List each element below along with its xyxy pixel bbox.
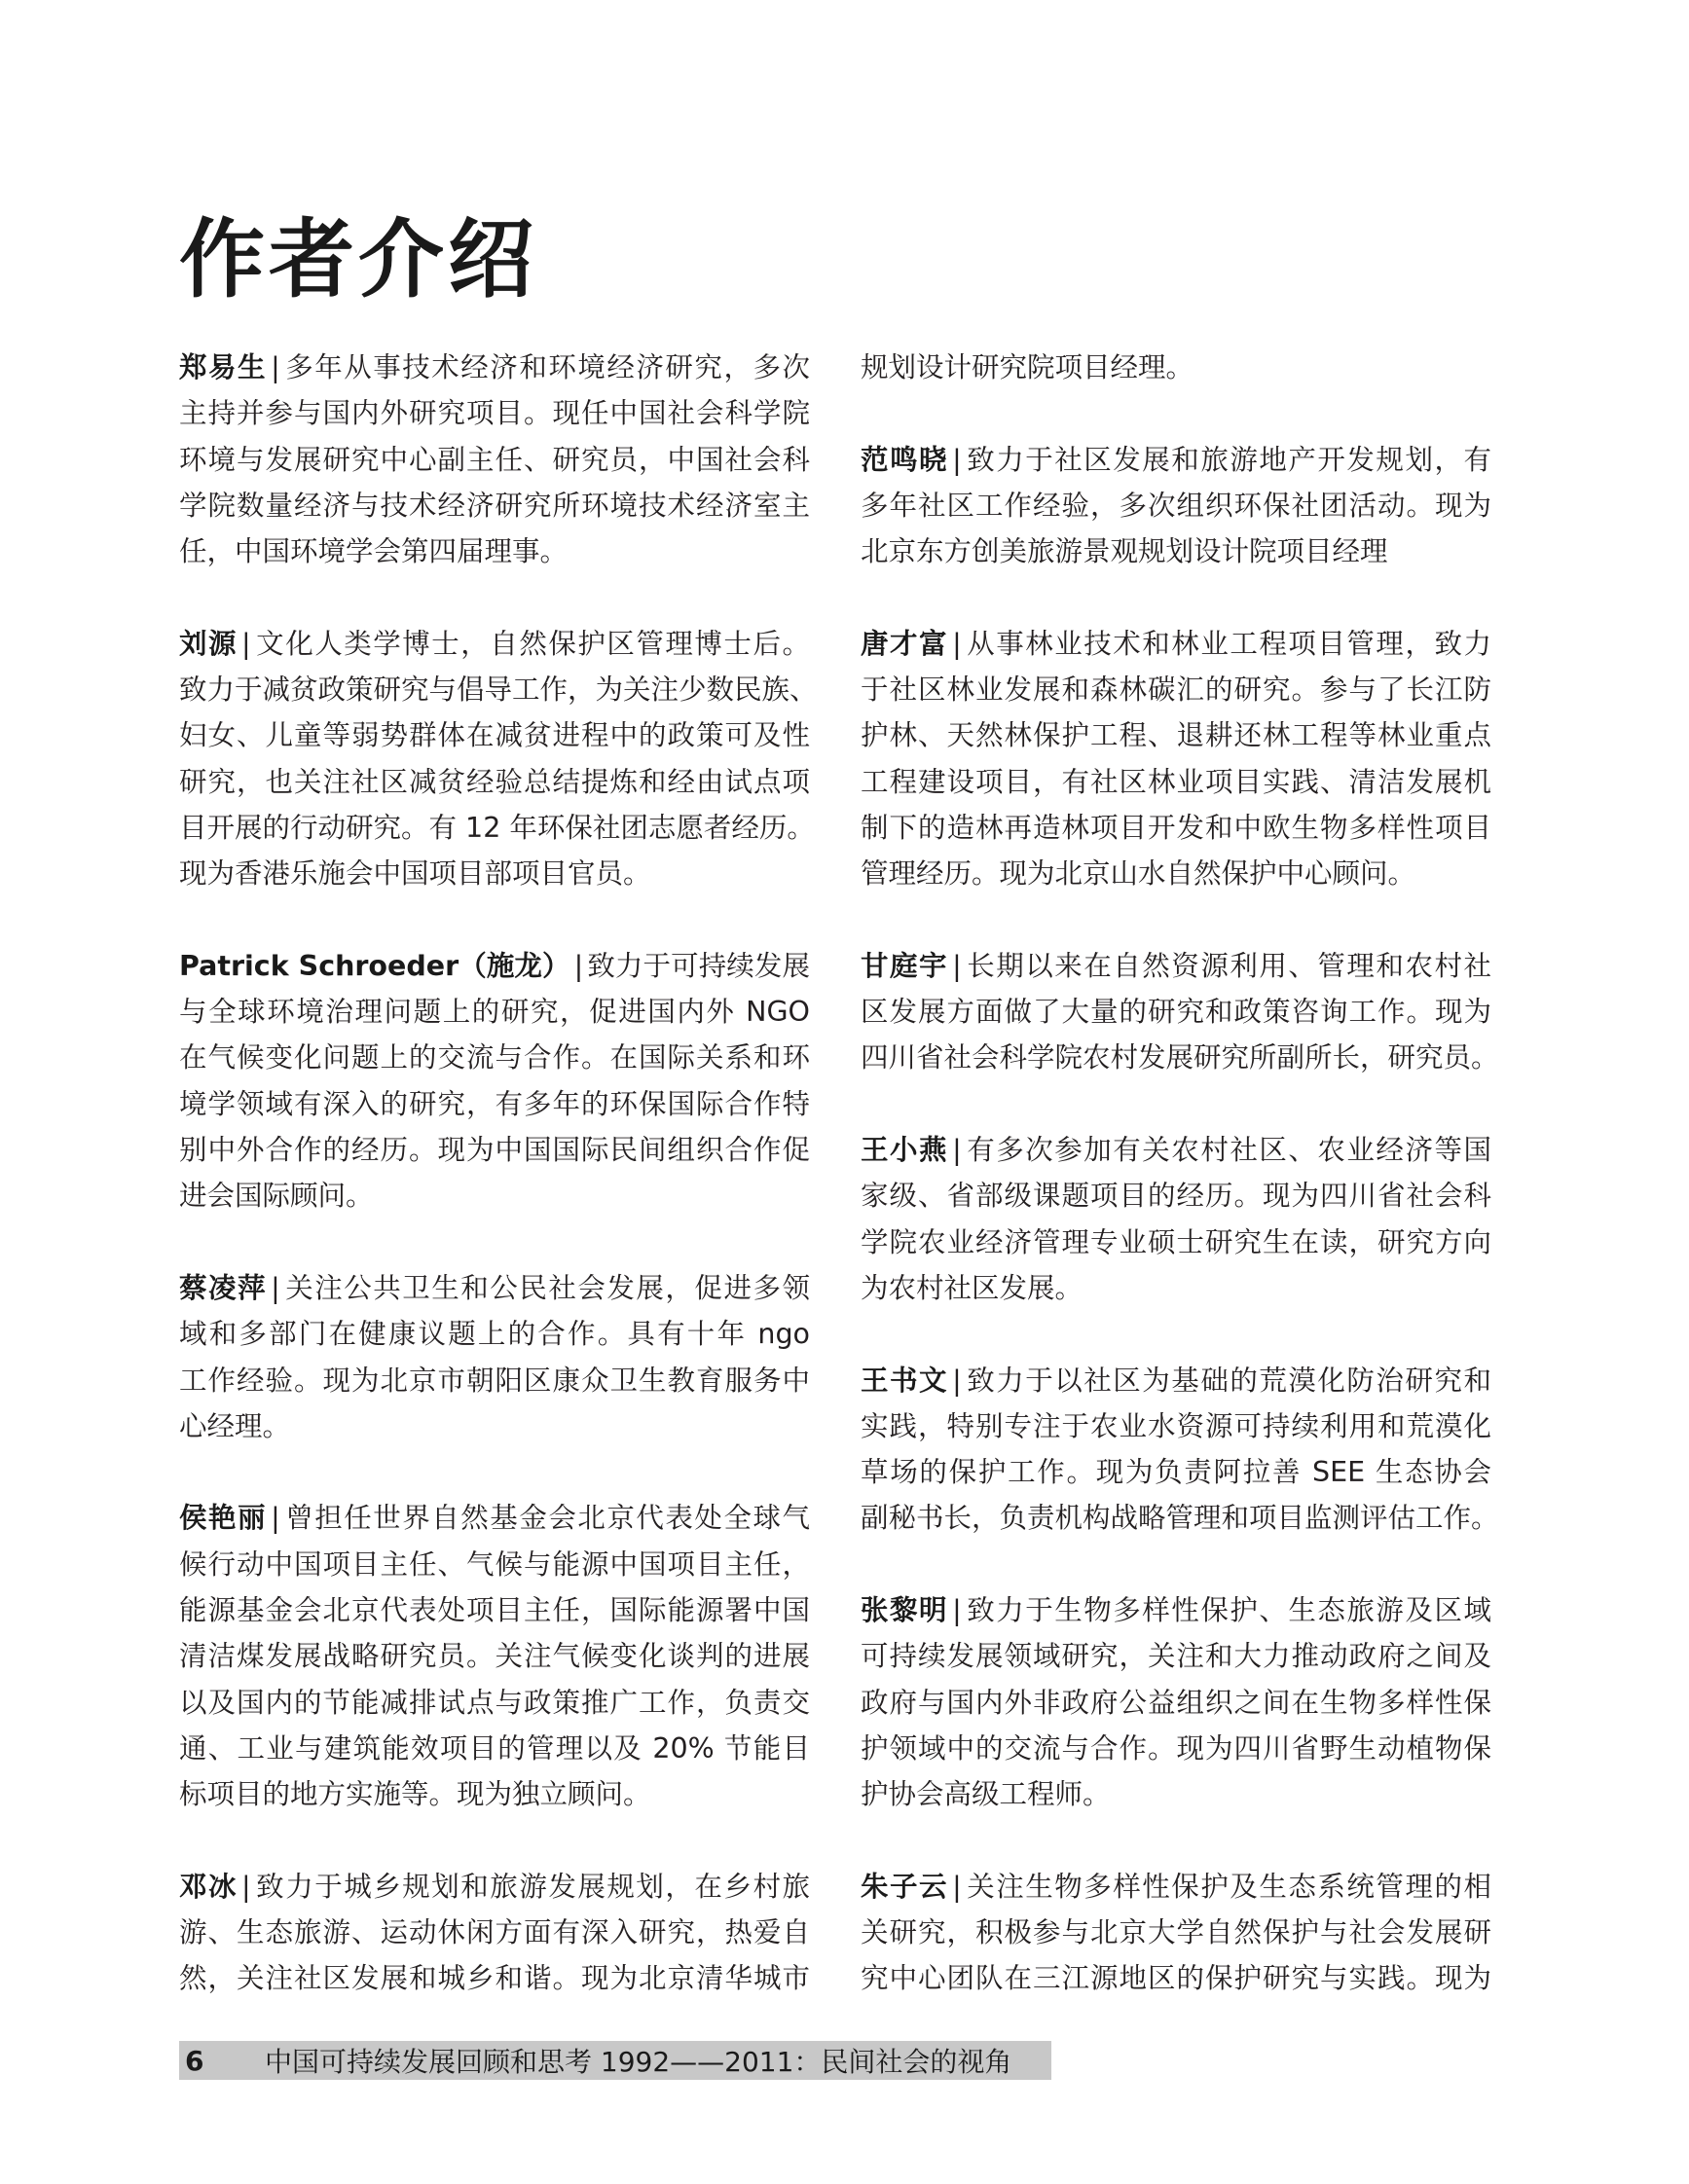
author-name: 张黎明 <box>861 1594 949 1627</box>
bio-text: 然，关注社区发展和城乡和谐。现为北京清华城市 <box>179 1962 810 1995</box>
author-entry <box>179 1864 810 2002</box>
bio-text: 多年社区工作经验，多次组织环保社团活动。现为 <box>861 489 1491 522</box>
bio-text: 现为香港乐施会中国项目部项目官员。 <box>179 857 651 891</box>
bio-line <box>861 621 1491 667</box>
bio-text: 制下的造林再造林项目开发和中欧生物多样性项目 <box>861 811 1491 844</box>
author-entry <box>861 621 1491 897</box>
author-entry <box>861 1864 1491 2002</box>
bio-line <box>861 1864 1491 1910</box>
bio-text: 工程建设项目，有社区林业项目实践、清洁发展机 <box>861 765 1491 798</box>
bio-text: 学院数量经济与技术经济研究所环境技术经济室主 <box>179 489 810 522</box>
name-separator: | <box>241 1870 251 1903</box>
bio-line <box>179 1542 810 1587</box>
bio-text: 主持并参与国内外研究项目。现任中国社会科学院 <box>179 397 810 430</box>
bio-text: 致力于可持续发展 <box>587 949 810 982</box>
bio-text: 四川省社会科学院农村发展研究所副所长，研究员。 <box>861 1041 1499 1074</box>
author-name: 范鸣晓 <box>861 443 949 476</box>
author-entry <box>179 943 810 1219</box>
bio-text: 能源基金会北京代表处项目主任，国际能源署中国 <box>179 1594 810 1627</box>
bio-line <box>179 1265 810 1311</box>
book-title: 中国可持续发展回顾和思考 1992——2011：民间社会的视角 <box>265 2046 1012 2078</box>
page-title: 作者介绍 <box>179 209 538 309</box>
bio-line <box>179 1081 810 1127</box>
bio-text: 任，中国环境学会第四届理事。 <box>179 535 569 568</box>
bio-line <box>179 759 810 805</box>
bio-text: 致力于以社区为基础的荒漠化防治研究和 <box>965 1364 1491 1397</box>
bio-text: 草场的保护工作。现为负责阿拉善 SEE 生态协会 <box>861 1456 1491 1489</box>
bio-text: 研究，也关注社区减贫经验总结提炼和经由试点项 <box>179 765 810 798</box>
bio-text: 关注生物多样性保护及生态系统管理的相 <box>965 1870 1491 1903</box>
name-separator: | <box>952 1870 962 1903</box>
bio-text: 妇女、儿童等弱势群体在减贫进程中的政策可及性 <box>179 719 810 752</box>
bio-text: 进会国际顾问。 <box>179 1180 374 1213</box>
bio-line <box>861 1358 1491 1403</box>
bio-line <box>861 1403 1491 1449</box>
bio-line <box>179 851 810 896</box>
bio-text: 规划设计研究院项目经理。 <box>861 351 1194 383</box>
bio-line <box>179 667 818 712</box>
bio-text: 致力于城乡规划和旅游发展规划，在乡村旅 <box>254 1870 810 1903</box>
bio-line <box>861 805 1491 851</box>
author-name: 甘庭宇 <box>861 949 949 982</box>
bio-text: 从事林业技术和林业工程项目管理，致力 <box>965 627 1491 660</box>
bio-text: 有多次参加有关农村社区、农业经济等国 <box>965 1134 1491 1167</box>
author-name: 刘源 <box>179 627 239 660</box>
bio-line <box>861 1771 1491 1817</box>
author-entry <box>179 1265 810 1449</box>
bio-text: 别中外合作的经历。现为中国国际民间组织合作促 <box>179 1134 810 1167</box>
author-entry <box>861 437 1491 575</box>
author-name: 王小燕 <box>861 1134 949 1167</box>
bio-line <box>861 1035 1499 1080</box>
author-name: 侯艳丽 <box>179 1502 268 1535</box>
bio-text: 候行动中国项目主任、气候与能源中国项目主任， <box>179 1547 810 1581</box>
name-separator: | <box>271 1271 280 1304</box>
bio-text: 通、工业与建筑能效项目的管理以及 20% 节能目 <box>179 1731 810 1765</box>
bio-text: 关研究，积极参与北京大学自然保护与社会发展研 <box>861 1916 1491 1949</box>
author-name: 邓冰 <box>179 1870 239 1903</box>
bio-line <box>179 1127 810 1173</box>
bio-line <box>861 759 1491 805</box>
author-name: Patrick Schroeder（施龙） <box>179 949 570 982</box>
bio-text: 副秘书长，负责机构战略管理和项目监测评估工作。 <box>861 1502 1499 1535</box>
bio-line <box>179 943 810 989</box>
bio-line <box>861 943 1491 989</box>
bio-line <box>179 345 810 390</box>
bio-text: 与全球环境治理问题上的研究，促进国内外 NGO <box>179 996 810 1029</box>
bio-text: 可持续发展领域研究，关注和大力推动政府之间及 <box>861 1640 1491 1673</box>
page-footer <box>179 2041 1051 2080</box>
bio-text: 工作经验。现为北京市朝阳区康众卫生教育服务中 <box>179 1364 810 1397</box>
bio-line <box>861 1265 1491 1311</box>
bio-text: 心经理。 <box>179 1409 291 1442</box>
bio-line <box>861 483 1491 528</box>
bio-line <box>179 1035 810 1080</box>
name-separator: | <box>573 949 584 982</box>
left-column <box>179 345 818 2048</box>
bio-line <box>861 851 1491 896</box>
bio-line <box>179 989 810 1035</box>
bio-line <box>179 1403 810 1449</box>
bio-line <box>861 1495 1499 1541</box>
bio-text: 究中心团队在三江源地区的保护研究与实践。现为 <box>861 1962 1491 1995</box>
bio-text: 为农村社区发展。 <box>861 1271 1083 1304</box>
bio-text: 区发展方面做了大量的研究和政策咨询工作。现为 <box>861 996 1491 1029</box>
bio-line <box>861 989 1491 1035</box>
author-entry <box>861 943 1499 1081</box>
bio-text: 标项目的地方实施等。现为独立顾问。 <box>179 1778 651 1811</box>
bio-line <box>861 1449 1491 1495</box>
bio-text: 在气候变化问题上的交流与合作。在国际关系和环 <box>179 1041 810 1074</box>
author-entry <box>179 621 818 897</box>
bio-line <box>861 345 1491 390</box>
bio-text: 环境与发展研究中心副主任、研究员，中国社会科 <box>179 443 810 476</box>
bio-text: 护领域中的交流与合作。现为四川省野生动植物保 <box>861 1731 1491 1765</box>
bio-line <box>179 1311 810 1357</box>
page-number: 6 <box>185 2044 204 2077</box>
name-separator: | <box>952 1594 962 1627</box>
author-name: 郑易生 <box>179 351 268 383</box>
bio-line <box>179 1587 810 1633</box>
bio-text: 致力于生物多样性保护、生态旅游及区域 <box>965 1594 1491 1627</box>
bio-text: 护协会高级工程师。 <box>861 1778 1111 1811</box>
author-entry <box>861 1587 1491 1817</box>
bio-text: 清洁煤发展战略研究员。关注气候变化谈判的进展 <box>179 1640 810 1673</box>
bio-text: 域和多部门在健康议题上的合作。具有十年 ngo <box>179 1318 810 1351</box>
bio-text: 实践，特别专注于农业水资源可持续利用和荒漠化 <box>861 1409 1491 1442</box>
bio-line <box>179 528 810 574</box>
name-separator: | <box>952 1364 962 1397</box>
author-entry <box>179 1495 810 1817</box>
name-separator: | <box>241 627 251 660</box>
bio-text: 目开展的行动研究。有 12 年环保社团志愿者经历。 <box>179 811 815 844</box>
bio-text: 于社区林业发展和森林碳汇的研究。参与了长江防 <box>861 673 1491 707</box>
bio-text: 境学领域有深入的研究，有多年的环保国际合作特 <box>179 1087 810 1120</box>
bio-line <box>179 1495 810 1541</box>
bio-text: 游、生态旅游、运动休闲方面有深入研究，热爱自 <box>179 1916 810 1949</box>
bio-text: 学院农业经济管理专业硕士研究生在读，研究方向 <box>861 1225 1491 1258</box>
bio-line <box>861 437 1491 483</box>
name-separator: | <box>271 351 280 383</box>
bio-line <box>861 1219 1491 1265</box>
bio-text: 长期以来在自然资源利用、管理和农村社 <box>965 949 1491 982</box>
bio-text: 多年从事技术经济和环境经济研究，多次 <box>283 351 810 383</box>
bio-line <box>179 1173 810 1219</box>
bio-line <box>861 528 1491 574</box>
bio-line <box>179 390 810 436</box>
bio-text: 关注公共卫生和公民社会发展，促进多领 <box>283 1271 810 1304</box>
bio-text: 管理经历。现为北京山水自然保护中心顾问。 <box>861 857 1416 891</box>
name-separator: | <box>952 949 962 982</box>
name-separator: | <box>271 1502 280 1535</box>
bio-text: 以及国内的节能减排试点与政策推广工作，负责交 <box>179 1686 810 1719</box>
author-name: 蔡凌萍 <box>179 1271 268 1304</box>
bio-line <box>179 1864 810 1910</box>
bio-line <box>179 483 810 528</box>
author-name: 王书文 <box>861 1364 949 1397</box>
author-entry <box>861 1127 1491 1311</box>
bio-line <box>179 1358 810 1403</box>
bio-line <box>179 1955 810 2001</box>
bio-line <box>179 437 810 483</box>
bio-text: 护林、天然林保护工程、退耕还林工程等林业重点 <box>861 719 1491 752</box>
author-entry <box>861 345 1491 390</box>
bio-line <box>179 1910 810 1955</box>
bio-text: 致力于减贫政策研究与倡导工作，为关注少数民族、 <box>179 673 818 707</box>
bio-line <box>861 1726 1491 1771</box>
bio-line <box>861 1173 1491 1219</box>
right-column <box>861 345 1499 2048</box>
bio-line <box>861 712 1491 758</box>
name-separator: | <box>952 443 962 476</box>
bio-text: 家级、省部级课题项目的经历。现为四川省社会科 <box>861 1180 1491 1213</box>
bio-line <box>179 805 815 851</box>
author-entry <box>179 345 810 574</box>
author-name: 唐才富 <box>861 627 949 660</box>
bio-line <box>179 621 810 667</box>
bio-text: 文化人类学博士，自然保护区管理博士后。 <box>254 627 810 660</box>
bio-text: 北京东方创美旅游景观规划设计院项目经理 <box>861 535 1388 568</box>
author-entry <box>861 1358 1499 1542</box>
bio-line <box>861 1633 1491 1679</box>
bio-line <box>179 1680 810 1726</box>
bio-line <box>861 667 1491 712</box>
name-separator: | <box>952 1134 962 1167</box>
bio-line <box>179 712 810 758</box>
bio-line <box>861 1127 1491 1173</box>
bio-line <box>179 1771 810 1817</box>
bio-line <box>861 1680 1491 1726</box>
bio-line <box>179 1726 810 1771</box>
bio-line <box>861 1910 1491 1955</box>
bio-text: 致力于社区发展和旅游地产开发规划，有 <box>965 443 1491 476</box>
bio-line <box>861 1955 1491 2001</box>
name-separator: | <box>952 627 962 660</box>
bio-text: 政府与国内外非政府公益组织之间在生物多样性保 <box>861 1686 1491 1719</box>
bio-line <box>179 1633 810 1679</box>
author-name: 朱子云 <box>861 1870 949 1903</box>
bio-line <box>861 1587 1491 1633</box>
bio-text: 曾担任世界自然基金会北京代表处全球气 <box>283 1502 810 1535</box>
